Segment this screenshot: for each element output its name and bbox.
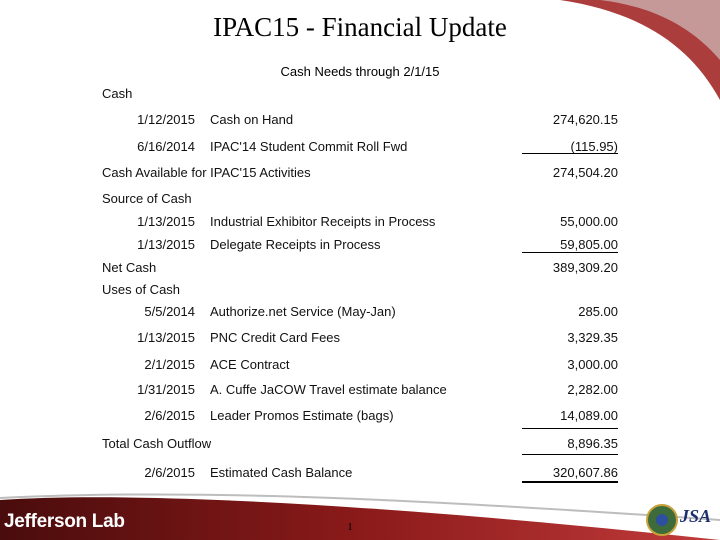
slide-title: IPAC15 - Financial Update (213, 12, 507, 42)
table-row-date: 6/16/2014 (137, 139, 195, 154)
table-row-desc: IPAC'14 Student Commit Roll Fwd (210, 139, 408, 154)
table-row-amount: 3,329.35 (567, 330, 618, 345)
cash-available-amount: 274,504.20 (552, 165, 618, 180)
section-heading-cash: Cash (102, 86, 133, 101)
table-row-date: 1/13/2015 (137, 214, 195, 229)
jsa-logo: JSA (680, 506, 712, 526)
subtotal-underline (522, 428, 618, 429)
table-row-amount: 2,282.00 (567, 382, 618, 397)
cash-available-label: Cash Available for IPAC'15 Activities (102, 165, 311, 180)
table-row-desc: A. Cuffe JaCOW Travel estimate balance (210, 382, 447, 397)
table-row-date: 1/13/2015 (137, 330, 195, 345)
section-heading-source: Source of Cash (102, 191, 192, 206)
balance-amount: 320,607.86 (552, 465, 618, 480)
subtotal-underline (522, 454, 618, 455)
subtotal-underline (522, 153, 618, 154)
table-row-desc: Cash on Hand (210, 112, 294, 127)
jefferson-lab-logo: Jefferson Lab (4, 511, 125, 532)
total-outflow-amount: 8,896.35 (567, 436, 618, 451)
balance-label: Estimated Cash Balance (210, 465, 353, 480)
table-row-desc: Delegate Receipts in Process (210, 237, 381, 252)
table-row-desc: Authorize.net Service (May-Jan) (210, 304, 396, 319)
table-row-amount: 274,620.15 (552, 112, 618, 127)
table-row-amount: 14,089.00 (560, 408, 618, 423)
report-subtitle: Cash Needs through 2/1/15 (280, 64, 440, 79)
page-number: 1 (347, 521, 353, 533)
table-row-desc: PNC Credit Card Fees (210, 330, 341, 345)
table-row-date: 5/5/2014 (144, 304, 195, 319)
table-row-desc: ACE Contract (210, 357, 290, 372)
total-outflow-label: Total Cash Outflow (102, 436, 212, 451)
table-row-date: 1/13/2015 (137, 237, 195, 252)
table-row-amount: 55,000.00 (560, 214, 618, 229)
table-row-amount: 285.00 (578, 304, 618, 319)
subtotal-underline (522, 252, 618, 253)
table-row-amount: (115.95) (570, 139, 618, 154)
section-heading-uses: Uses of Cash (102, 282, 181, 297)
table-row-date: 1/31/2015 (137, 382, 195, 397)
net-cash-amount: 389,309.20 (552, 260, 618, 275)
table-row-amount: 59,805.00 (560, 237, 618, 252)
table-row-desc: Industrial Exhibitor Receipts in Process (210, 214, 436, 229)
table-row-desc: Leader Promos Estimate (bags) (210, 408, 394, 423)
table-row-date: 2/1/2015 (144, 357, 195, 372)
balance-date: 2/6/2015 (144, 465, 195, 480)
double-underline (522, 481, 618, 483)
doe-seal-icon (646, 504, 678, 536)
table-row-date: 2/6/2015 (144, 408, 195, 423)
table-row-date: 1/12/2015 (137, 112, 195, 127)
table-row-amount: 3,000.00 (567, 357, 618, 372)
net-cash-label: Net Cash (102, 260, 157, 275)
